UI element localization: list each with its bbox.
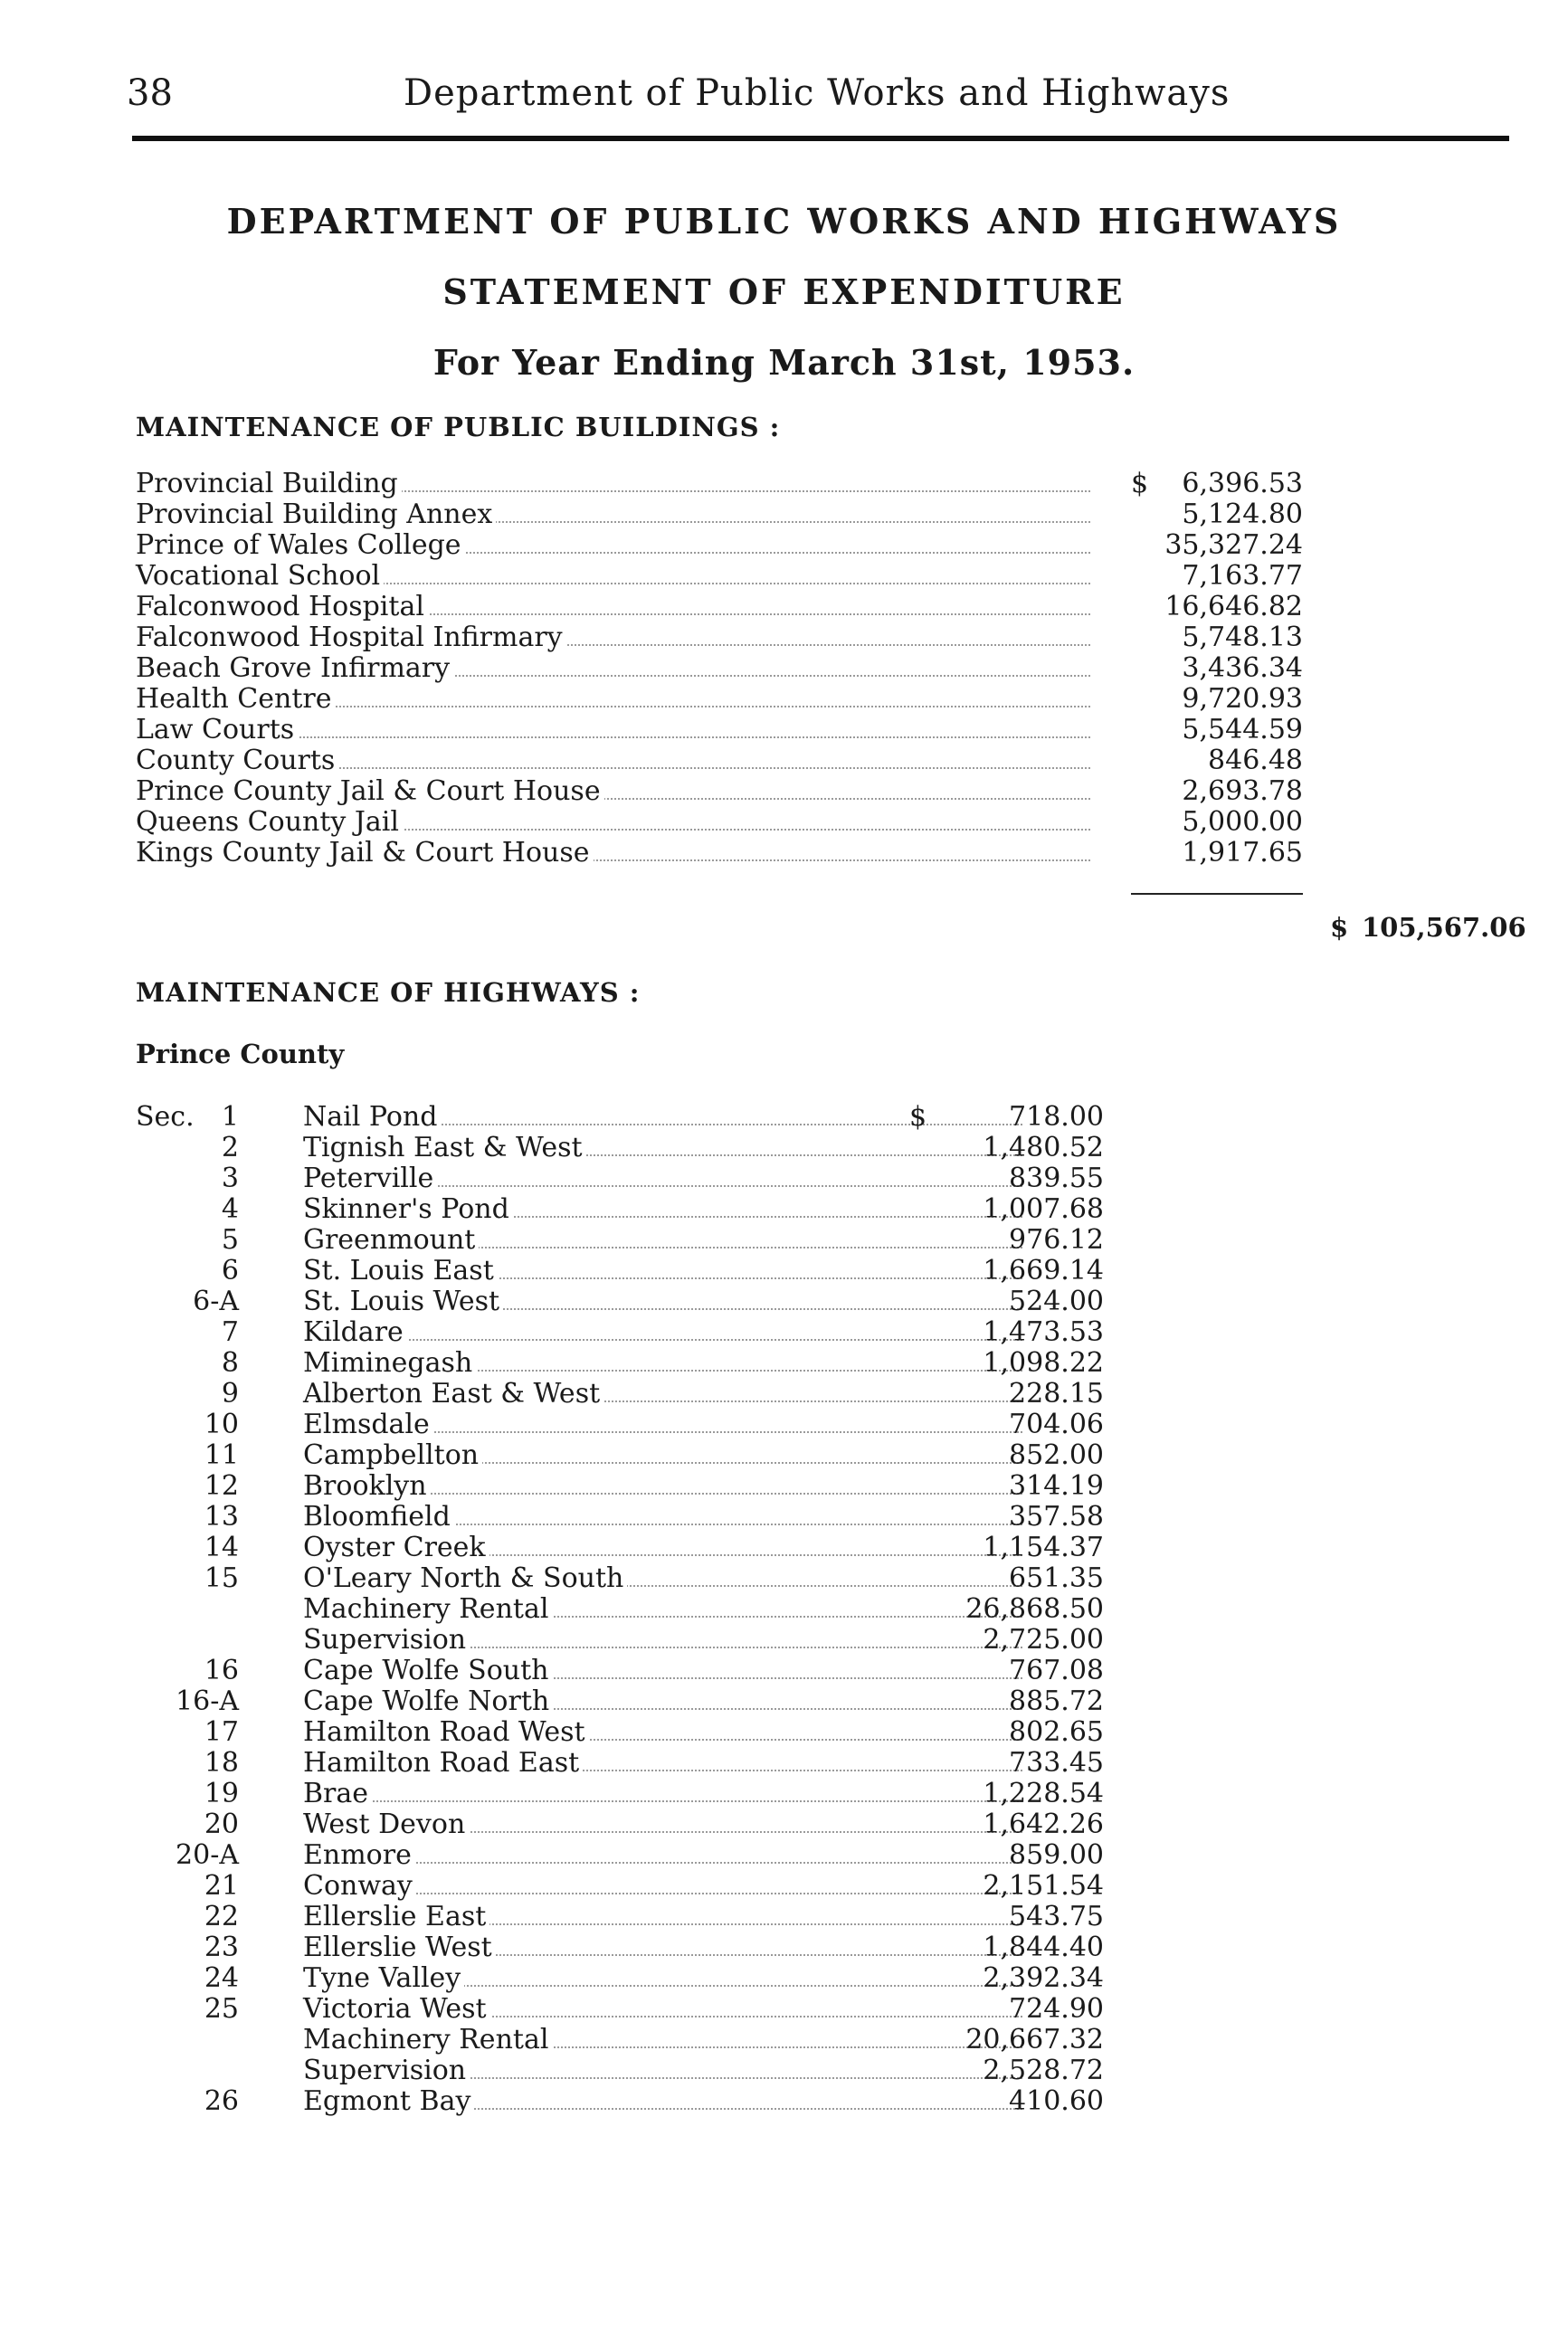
- section-number: 12: [204, 1470, 239, 1502]
- section-amount: 1,154.37: [983, 1532, 1104, 1563]
- section-name: Oyster Creek: [303, 1533, 489, 1563]
- section-name: Miminegash: [303, 1348, 476, 1379]
- highway-section-row: [136, 2025, 1113, 2055]
- building-row: [136, 745, 1312, 776]
- building-name: Provincial Building Annex: [136, 499, 496, 530]
- building-row: [136, 807, 1312, 838]
- total-currency: $: [1330, 912, 1349, 943]
- section-name: Tyne Valley: [303, 1963, 464, 1994]
- section-name: Supervision: [303, 1625, 470, 1656]
- section-amount: 1,669.14: [983, 1255, 1104, 1286]
- section-amount: 543.75: [1009, 1901, 1104, 1932]
- highway-section-row: [136, 1994, 1113, 2025]
- section-name: Machinery Rental: [303, 1594, 552, 1625]
- section-number: 7: [221, 1316, 239, 1348]
- section-number: 11: [204, 1439, 239, 1471]
- section-number: 6-A: [193, 1286, 239, 1317]
- highway-section-row: [136, 1963, 1113, 1994]
- section-amount: 718.00: [1009, 1101, 1104, 1133]
- subtotal-rule: [1131, 893, 1303, 895]
- section-amount: 1,228.54: [983, 1778, 1104, 1809]
- highway-section-row: [136, 1502, 1113, 1533]
- building-name: Law Courts: [136, 715, 298, 745]
- highway-section-row: [136, 1471, 1113, 1502]
- highway-section-row: [136, 1717, 1113, 1748]
- highway-section-row: [136, 1317, 1113, 1348]
- section-amount: 2,528.72: [983, 2055, 1104, 2086]
- section-name: West Devon: [303, 1809, 469, 1840]
- section-number: 19: [204, 1778, 239, 1809]
- building-name: Queens County Jail: [136, 807, 403, 838]
- highway-section-row: [136, 1871, 1113, 1902]
- section-number: 2: [221, 1132, 239, 1163]
- section-amount: 1,480.52: [983, 1132, 1104, 1163]
- section-name: Campbellton: [303, 1440, 482, 1471]
- section-name: Bloomfield: [303, 1502, 454, 1533]
- building-row: [136, 776, 1312, 807]
- highway-section-row: [136, 1133, 1113, 1163]
- building-row: [136, 530, 1312, 561]
- section-amount: 20,667.32: [965, 2024, 1104, 2055]
- section-name: O'Leary North & South: [303, 1563, 627, 1594]
- building-row: [136, 684, 1312, 715]
- section-number: 23: [204, 1932, 239, 1963]
- document-subtitle: STATEMENT OF EXPENDITURE: [442, 271, 1126, 312]
- public-buildings-heading: MAINTENANCE OF PUBLIC BUILDINGS :: [136, 412, 781, 442]
- building-amount: 5,000.00: [1182, 806, 1303, 838]
- highway-section-row: [136, 1348, 1113, 1379]
- section-number: 10: [204, 1409, 239, 1440]
- section-name: Nail Pond: [303, 1102, 441, 1133]
- section-amount: 228.15: [1009, 1378, 1104, 1410]
- section-name: Alberton East & West: [303, 1379, 603, 1410]
- section-amount: 2,392.34: [983, 1962, 1104, 1994]
- public-buildings-total: 105,567.06: [1362, 912, 1526, 943]
- running-title: Department of Public Works and Highways: [404, 72, 1231, 114]
- highways-heading: MAINTENANCE OF HIGHWAYS :: [136, 977, 641, 1008]
- section-number: 18: [204, 1747, 239, 1779]
- highway-section-row: [136, 1594, 1113, 1625]
- highway-section-row: [136, 1286, 1113, 1317]
- building-row: [136, 592, 1312, 622]
- section-name: Hamilton Road East: [303, 1748, 583, 1779]
- section-name: Conway: [303, 1871, 416, 1902]
- section-number: 6: [221, 1255, 239, 1286]
- section-number: 21: [204, 1870, 239, 1902]
- highway-section-row: [136, 1625, 1113, 1656]
- highway-section-row: [136, 1225, 1113, 1256]
- section-number: 26: [204, 2085, 239, 2117]
- section-amount: 976.12: [1009, 1224, 1104, 1256]
- highway-section-row: [136, 1379, 1113, 1410]
- highway-section-row: [136, 1779, 1113, 1809]
- highway-section-row: [136, 2055, 1113, 2086]
- section-amount: 852.00: [1009, 1439, 1104, 1471]
- section-amount: 314.19: [1009, 1470, 1104, 1502]
- section-number: 8: [221, 1347, 239, 1379]
- building-name: Vocational School: [136, 561, 384, 592]
- section-name: Greenmount: [303, 1225, 479, 1256]
- highway-section-row: [136, 1902, 1113, 1932]
- building-amount: 5,544.59: [1182, 714, 1303, 745]
- highway-section-row: [136, 1194, 1113, 1225]
- section-amount: 357.58: [1009, 1501, 1104, 1533]
- header-rule: [132, 136, 1509, 141]
- section-name: Ellerslie East: [303, 1902, 489, 1932]
- building-row: [136, 653, 1312, 684]
- section-name: Machinery Rental: [303, 2025, 552, 2055]
- section-amount: 839.55: [1009, 1163, 1104, 1194]
- section-label: Sec.: [136, 1101, 195, 1133]
- highway-section-row: [136, 1840, 1113, 1871]
- building-row: [136, 499, 1312, 530]
- section-name: Brooklyn: [303, 1471, 431, 1502]
- building-amount: 3,436.34: [1182, 652, 1303, 684]
- section-name: Tignish East & West: [303, 1133, 586, 1163]
- section-amount: 802.65: [1009, 1716, 1104, 1748]
- section-number: 17: [204, 1716, 239, 1748]
- building-amount: 846.48: [1208, 745, 1303, 776]
- section-amount: 26,868.50: [965, 1593, 1104, 1625]
- highway-section-row: [136, 1256, 1113, 1286]
- building-amount: 35,327.24: [1164, 529, 1303, 561]
- highway-section-row: [136, 1163, 1113, 1194]
- building-row: [136, 715, 1312, 745]
- section-name: Skinner's Pond: [303, 1194, 513, 1225]
- building-amount: 6,396.53: [1182, 468, 1303, 499]
- building-name: Beach Grove Infirmary: [136, 653, 453, 684]
- section-amount: 1,007.68: [983, 1193, 1104, 1225]
- section-amount: 1,844.40: [983, 1932, 1104, 1963]
- section-amount: 2,151.54: [983, 1870, 1104, 1902]
- section-name: Elmsdale: [303, 1410, 433, 1440]
- building-name: Kings County Jail & Court House: [136, 838, 594, 869]
- section-number: 15: [204, 1562, 239, 1594]
- building-amount: 2,693.78: [1182, 775, 1303, 807]
- section-name: Peterville: [303, 1163, 437, 1194]
- section-name: Supervision: [303, 2055, 470, 2086]
- section-number: 13: [204, 1501, 239, 1533]
- document-title: DEPARTMENT OF PUBLIC WORKS AND HIGHWAYS: [226, 201, 1342, 242]
- highway-section-row: [136, 1102, 1113, 1133]
- building-amount: 5,124.80: [1182, 498, 1303, 530]
- section-name: Brae: [303, 1779, 372, 1809]
- section-name: Ellerslie West: [303, 1932, 496, 1963]
- page-number: 38: [127, 72, 173, 114]
- section-amount: 1,642.26: [983, 1809, 1104, 1840]
- section-number: 1: [221, 1101, 239, 1133]
- section-number: 16-A: [176, 1685, 239, 1717]
- highway-section-row: [136, 1440, 1113, 1471]
- building-row: [136, 469, 1312, 499]
- section-number: 4: [221, 1193, 239, 1225]
- section-name: Hamilton Road West: [303, 1717, 589, 1748]
- building-name: Health Centre: [136, 684, 336, 715]
- section-number: 3: [221, 1163, 239, 1194]
- highway-section-row: [136, 1748, 1113, 1779]
- building-name: Falconwood Hospital: [136, 592, 428, 622]
- highway-section-row: [136, 1533, 1113, 1563]
- building-name: Prince of Wales College: [136, 530, 465, 561]
- section-amount: 885.72: [1009, 1685, 1104, 1717]
- section-number: 25: [204, 1993, 239, 2025]
- section-name: Victoria West: [303, 1994, 490, 2025]
- highway-section-row: [136, 1809, 1113, 1840]
- highway-section-row: [136, 1656, 1113, 1686]
- section-amount: 767.08: [1009, 1655, 1104, 1686]
- currency-symbol: $: [909, 1101, 927, 1133]
- section-amount: 859.00: [1009, 1839, 1104, 1871]
- section-name: St. Louis East: [303, 1256, 498, 1286]
- section-amount: 724.90: [1009, 1993, 1104, 2025]
- building-amount: 16,646.82: [1164, 591, 1303, 622]
- section-number: 22: [204, 1901, 239, 1932]
- building-amount: 7,163.77: [1182, 560, 1303, 592]
- section-amount: 1,473.53: [983, 1316, 1104, 1348]
- section-amount: 651.35: [1009, 1562, 1104, 1594]
- building-amount: 5,748.13: [1182, 622, 1303, 653]
- highway-section-row: [136, 1932, 1113, 1963]
- building-amount: 9,720.93: [1182, 683, 1303, 715]
- section-name: Cape Wolfe South: [303, 1656, 553, 1686]
- building-row: [136, 561, 1312, 592]
- building-row: [136, 838, 1312, 869]
- building-name: Prince County Jail & Court House: [136, 776, 604, 807]
- fiscal-year-line: For Year Ending March 31st, 1953.: [432, 342, 1136, 383]
- section-amount: 410.60: [1009, 2085, 1104, 2117]
- section-name: Egmont Bay: [303, 2086, 474, 2117]
- section-amount: 704.06: [1009, 1409, 1104, 1440]
- section-amount: 2,725.00: [983, 1624, 1104, 1656]
- section-amount: 1,098.22: [983, 1347, 1104, 1379]
- section-number: 16: [204, 1655, 239, 1686]
- building-row: [136, 622, 1312, 653]
- section-number: 5: [221, 1224, 239, 1256]
- building-name: County Courts: [136, 745, 338, 776]
- highway-section-row: [136, 1563, 1113, 1594]
- highway-section-row: [136, 1686, 1113, 1717]
- section-amount: 524.00: [1009, 1286, 1104, 1317]
- section-name: Enmore: [303, 1840, 415, 1871]
- section-number: 20: [204, 1809, 239, 1840]
- building-name: Falconwood Hospital Infirmary: [136, 622, 566, 653]
- highway-section-row: [136, 1410, 1113, 1440]
- section-amount: 733.45: [1009, 1747, 1104, 1779]
- section-number: 14: [204, 1532, 239, 1563]
- section-name: Kildare: [303, 1317, 407, 1348]
- county-subheading: Prince County: [136, 1039, 345, 1069]
- highway-section-row: [136, 2086, 1113, 2117]
- section-name: St. Louis West: [303, 1286, 503, 1317]
- building-name: Provincial Building: [136, 469, 402, 499]
- section-number: 20-A: [176, 1839, 239, 1871]
- building-amount: 1,917.65: [1182, 837, 1303, 869]
- section-number: 9: [221, 1378, 239, 1410]
- currency-symbol: $: [1131, 468, 1149, 499]
- section-number: 24: [204, 1962, 239, 1994]
- section-name: Cape Wolfe North: [303, 1686, 553, 1717]
